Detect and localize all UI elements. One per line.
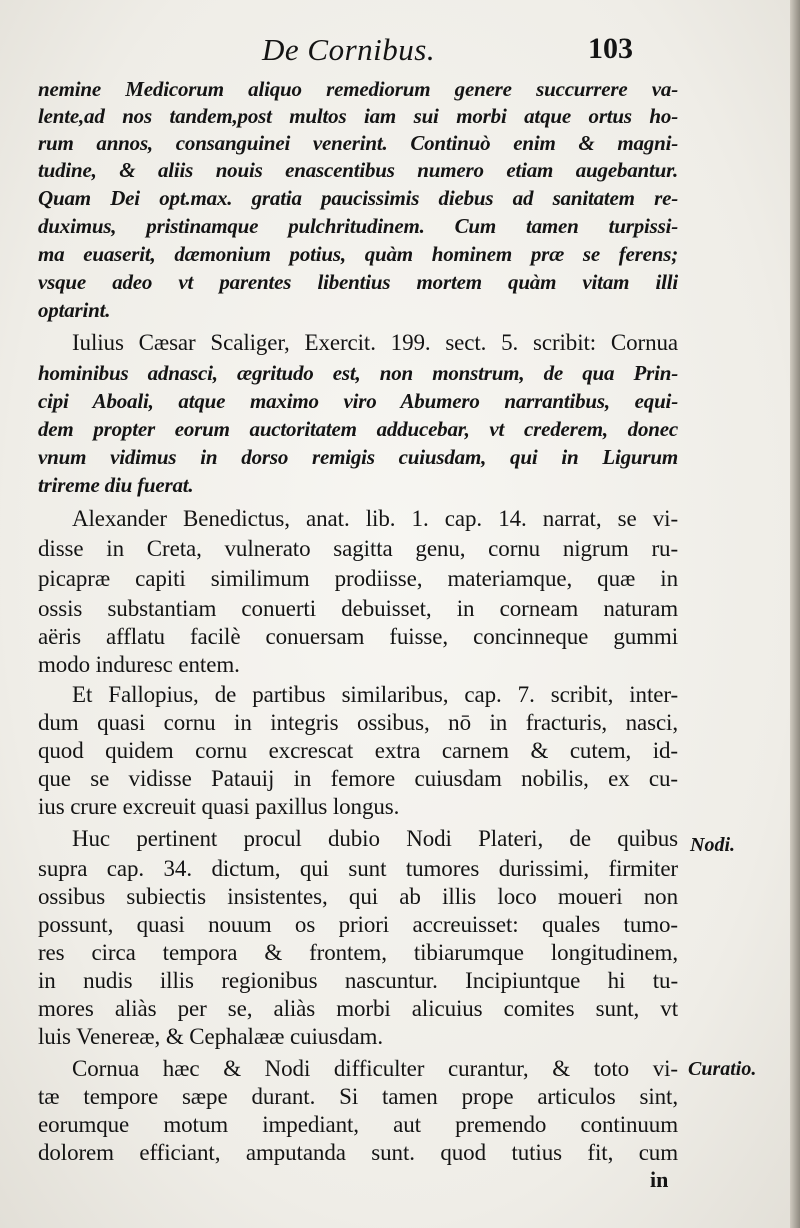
margin-note-curatio: Curatio. [688,1058,757,1080]
text-line: Quam Dei opt.max. gratia paucissimis diebus ad sanitatem re- [38,186,678,210]
text-line: in nudis illis regionibus nascuntur. Incipiuntque hi tu- [38,968,678,993]
catchword: in [650,1167,669,1192]
text-line: tudine, & aliis nouis enascentibus numero etiam augebantur. [38,158,678,182]
text-line: Iulius Cæsar Scaliger, Exercit. 199. sect. 5. scribit: Cornua [72,330,678,355]
text-line: duximus, pristinamque pulchritudinem. Cum tamen turpissi- [38,214,678,238]
text-line: ossis substantiam conuerti debuisset, in corneam naturam [38,596,678,621]
text-line: dem propter eorum auctoritatem adducebar, vt crederem, donec [38,417,678,441]
text-line: supra cap. 34. dictum, qui sunt tumores durissimi, firmiter [38,856,678,881]
text-line: Et Fallopius, de partibus similaribus, cap. 7. scribit, inter- [72,682,678,707]
text-line: vsque adeo vt parentes libentius mortem quàm vitam illi [38,270,678,294]
text-line: dum quasi cornu in integris ossibus, nō in fracturis, nasci, [38,710,678,735]
text-line: cipi Aboali, atque maximo viro Abumero narrantibus, equi- [38,389,678,413]
page-gutter-shadow [790,0,800,1228]
text-line: hominibus adnasci, ægritudo est, non monstrum, de qua Prin- [38,361,678,385]
text-line: lente,ad nos tandem,post multos iam sui morbi atque ortus ho- [38,104,678,128]
text-line: tæ tempore sæpe durant. Si tamen prope articulos sint, [38,1084,678,1109]
text-line: vnum vidimus in dorso remigis cuiusdam, qui in Ligurum [38,445,678,469]
text-line: ma euaserit, dæmonium potius, quàm hominem præ se ferens; [38,242,678,266]
text-line: aëris afflatu facilè conuersam fuisse, concinneque gummi [38,624,678,649]
text-line: mores aliàs per se, aliàs morbi alicuius comites sunt, vt [38,996,678,1021]
text-line: que se vidisse Patauij in femore cuiusdam nobilis, ex cu- [38,766,678,791]
page-number: 103 [588,32,633,65]
running-title: De Cornibus. [262,32,436,67]
text-line: modo induresc entem. [38,652,240,677]
text-line: nemine Medicorum aliquo remediorum genere succurrere va- [38,77,678,101]
text-line: disse in Creta, vulnerato sagitta genu, cornu nigrum ru- [38,536,678,561]
text-line: luis Venereæ, & Cephalææ cuiusdam. [38,1024,383,1049]
text-line: picapræ capiti similimum prodiisse, materiamque, quæ in [38,566,678,591]
text-line: ius crure excreuit quasi paxillus longus. [38,794,400,819]
text-line: possunt, quasi nouum os priori accreuisset: quales tumo- [38,912,678,937]
text-line: res circa tempora & frontem, tibiarumque longitudinem, [38,940,678,965]
text-line: dolorem efficiant, amputanda sunt. quod tutius fit, cum [38,1140,678,1165]
text-line: ossibus subiectis insistentes, qui ab illis loco moueri non [38,884,678,909]
running-head [0,28,800,68]
text-line: Alexander Benedictus, anat. lib. 1. cap. 14. narrat, se vi- [72,506,678,531]
text-line: trireme diu fuerat. [38,473,194,497]
text-line: optarint. [38,298,111,322]
text-line: Cornua hæc & Nodi difficulter curantur, & toto vi- [72,1056,678,1081]
text-line: quod quidem cornu excrescat extra carnem & cutem, id- [38,738,678,763]
text-line: Huc pertinent procul dubio Nodi Plateri, de quibus [72,826,678,851]
text-line: eorumque motum impediant, aut premendo continuum [38,1112,678,1137]
text-line: rum annos, consanguinei venerint. Continuò enim & magni- [38,131,678,155]
margin-note-nodi: Nodi. [690,834,735,856]
